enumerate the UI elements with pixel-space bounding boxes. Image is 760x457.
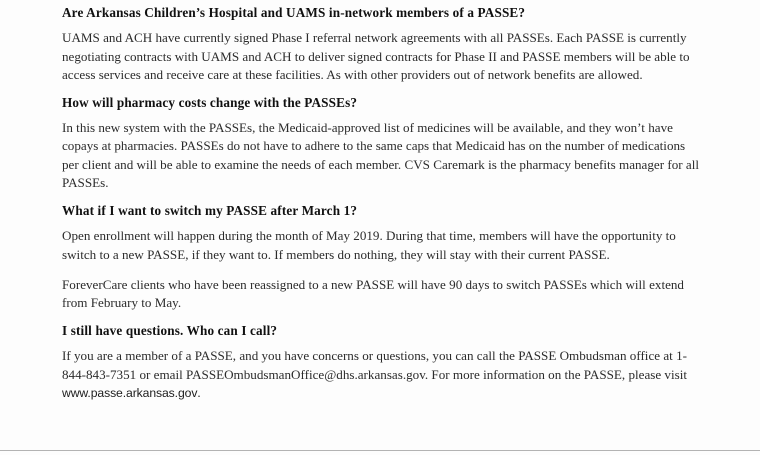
faq-answer-pharmacy-costs: In this new system with the PASSEs, the Medicaid-approved list of medicines will be available, and they won’t have copays at pharmacies. PASSEs do not have to adhere to the same caps that Medicaid has on the number of medications per client and will be able to examine the needs of each member. CVS Caremark is the pharmacy benefits manager for all PASSEs.	[62, 120, 699, 191]
faq-question-network-members: Are Arkansas Children’s Hospital and UAMS in-network members of a PASSE?	[62, 5, 526, 20]
faq-answer-contact	[62, 347, 700, 402]
footer-divider-rule	[0, 450, 760, 451]
faq-section-network-members	[62, 4, 700, 85]
faq-section-contact	[62, 322, 700, 403]
passe-website-url[interactable]: www.passe.arkansas.gov	[62, 385, 198, 400]
faq-section-switch-passe	[62, 202, 700, 313]
faq-question-switch-passe: What if I want to switch my PASSE after March 1?	[62, 202, 358, 218]
faq-answer-switch-passe-open-enrollment: Open enrollment will happen during the month of May 2019. During that time, members will have the opportunity to switch to a new PASSE, if they want to. If members do nothing, they will stay with their current PASSE.	[62, 228, 676, 262]
faq-question-contact: I still have questions. Who can I call?	[62, 322, 278, 338]
faq-question-pharmacy-costs: How will pharmacy costs change with the PASSEs?	[62, 94, 358, 110]
faq-answer-switch-passe-forevercare: ForeverCare clients who have been reassigned to a new PASSE will have 90 days to switch PASSEs which will extend from February to May.	[62, 276, 684, 311]
document-body	[62, 4, 700, 402]
faq-section-pharmacy-costs	[62, 94, 700, 193]
faq-answer-network-members: UAMS and ACH have currently signed Phase I referral network agreements with all PASSEs. Each PASSE is currently negotiating contracts with UAMS and ACH to deliver signed contracts for Phase II and PASSE members will be able to access services and receive care at these facilities. As with other providers out of network benefits are allowed.	[62, 30, 690, 83]
contact-text-before: If you are a member of a PASSE, and you have concerns or questions, you can call the PASSE Ombudsman office at 1-844-843-7351 or email PASSEOmbudsmanOffice@dhs.arkansas.gov. For more information on the PASSE, please visit	[62, 348, 687, 382]
contact-text-after: .	[197, 384, 201, 400]
